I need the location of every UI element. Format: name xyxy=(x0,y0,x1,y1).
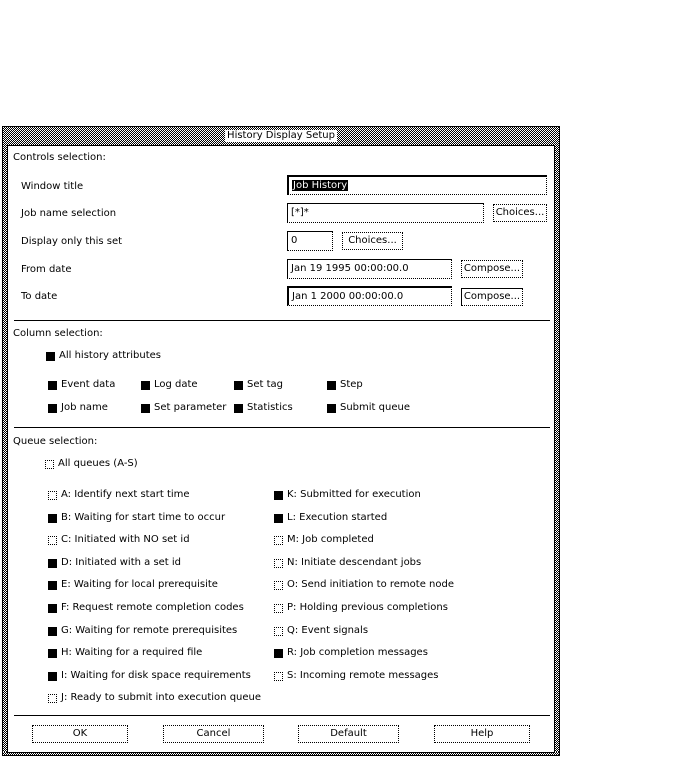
job-name-input[interactable]: [*]* xyxy=(287,203,484,223)
dialog-title: History Display Setup xyxy=(227,130,335,141)
queue-f-checkbox[interactable] xyxy=(48,602,244,614)
checkbox-label: All history attributes xyxy=(59,350,161,361)
checkbox-label: L: Execution started xyxy=(287,512,388,523)
checkbox-indicator xyxy=(45,460,54,469)
job-name-choices-button[interactable]: Choices... xyxy=(493,204,547,222)
from-date-compose-button[interactable]: Compose... xyxy=(461,260,523,278)
checkbox-indicator xyxy=(48,672,57,681)
queue-r-checkbox[interactable] xyxy=(274,647,428,659)
queue-i-checkbox[interactable] xyxy=(48,670,251,682)
display-set-label: Display only this set xyxy=(21,236,123,247)
checkbox-indicator xyxy=(46,352,55,361)
all-history-attributes-checkbox[interactable] xyxy=(46,350,161,362)
checkbox-indicator xyxy=(234,404,243,413)
checkbox-label: H: Waiting for a required file xyxy=(61,647,203,658)
checkbox-label: K: Submitted for execution xyxy=(287,489,421,500)
checkbox-label: B: Waiting for start time to occur xyxy=(61,512,226,523)
column-event-data-checkbox[interactable] xyxy=(48,379,115,391)
column-set-tag-checkbox[interactable] xyxy=(234,379,283,391)
checkbox-label: Set parameter xyxy=(154,402,227,413)
checkbox-label: Job name xyxy=(61,402,108,413)
default-button[interactable]: Default xyxy=(298,725,399,743)
checkbox-indicator xyxy=(234,381,243,390)
checkbox-indicator xyxy=(327,381,336,390)
checkbox-indicator xyxy=(48,581,57,590)
checkbox-indicator xyxy=(274,514,283,523)
column-submit-queue-checkbox[interactable] xyxy=(327,402,410,414)
window-title-label: Window title xyxy=(21,181,84,192)
frame-right xyxy=(555,145,559,755)
checkbox-label: D: Initiated with a set id xyxy=(61,557,182,568)
checkbox-label: J: Ready to submit into execution queue xyxy=(61,692,262,703)
dialog-body xyxy=(7,145,555,753)
checkbox-indicator xyxy=(48,536,57,545)
checkbox-indicator xyxy=(48,649,57,658)
checkbox-indicator xyxy=(48,694,57,703)
queue-l-checkbox[interactable] xyxy=(274,512,387,524)
checkbox-label: S: Incoming remote messages xyxy=(287,670,439,681)
checkbox-label: All queues (A-S) xyxy=(58,458,138,469)
queue-j-checkbox[interactable] xyxy=(48,692,261,704)
checkbox-label: Set tag xyxy=(247,379,283,390)
to-date-compose-button[interactable]: Compose... xyxy=(461,288,523,306)
checkbox-label: Statistics xyxy=(247,402,293,413)
checkbox-label: E: Waiting for local prerequisite xyxy=(61,579,218,590)
checkbox-label: Submit queue xyxy=(340,402,410,413)
column-job-name-checkbox[interactable] xyxy=(48,402,108,414)
queue-o-checkbox[interactable] xyxy=(274,579,454,591)
all-queues-checkbox[interactable] xyxy=(45,458,138,470)
queue-g-checkbox[interactable] xyxy=(48,625,237,637)
queue-e-checkbox[interactable] xyxy=(48,579,218,591)
queue-q-checkbox[interactable] xyxy=(274,625,368,637)
queue-p-checkbox[interactable] xyxy=(274,602,448,614)
queue-h-checkbox[interactable] xyxy=(48,647,202,659)
queue-m-checkbox[interactable] xyxy=(274,534,374,546)
checkbox-indicator xyxy=(141,404,150,413)
checkbox-indicator xyxy=(48,514,57,523)
ok-button[interactable]: OK xyxy=(32,725,128,743)
history-display-setup-dialog xyxy=(2,126,560,756)
window-title-input[interactable] xyxy=(287,175,547,195)
queue-n-checkbox[interactable] xyxy=(274,557,421,569)
checkbox-indicator xyxy=(48,559,57,568)
queue-c-checkbox[interactable] xyxy=(48,534,190,546)
column-set-parameter-checkbox[interactable] xyxy=(141,402,226,414)
queue-b-checkbox[interactable] xyxy=(48,512,225,524)
checkbox-label: O: Send initiation to remote node xyxy=(287,579,454,590)
from-date-label: From date xyxy=(21,264,72,275)
checkbox-label: F: Request remote completion codes xyxy=(61,602,244,613)
checkbox-indicator xyxy=(274,627,283,636)
column-statistics-checkbox[interactable] xyxy=(234,402,293,414)
checkbox-indicator xyxy=(327,404,336,413)
checkbox-indicator xyxy=(48,627,57,636)
column-log-date-checkbox[interactable] xyxy=(141,379,198,391)
checkbox-indicator xyxy=(48,491,57,500)
separator xyxy=(14,715,550,716)
checkbox-label: Q: Event signals xyxy=(287,625,369,636)
checkbox-indicator xyxy=(274,491,283,500)
separator xyxy=(14,427,550,428)
checkbox-indicator xyxy=(274,604,283,613)
queues-heading: Queue selection: xyxy=(13,436,98,447)
checkbox-indicator xyxy=(274,672,283,681)
separator xyxy=(14,320,550,321)
checkbox-label: M: Job completed xyxy=(287,534,374,545)
column-step-checkbox[interactable] xyxy=(327,379,363,391)
queue-a-checkbox[interactable] xyxy=(48,489,190,501)
help-button[interactable]: Help xyxy=(434,725,530,743)
checkbox-label: N: Initiate descendant jobs xyxy=(287,557,422,568)
checkbox-indicator xyxy=(141,381,150,390)
checkbox-label: Event data xyxy=(61,379,116,390)
job-name-label: Job name selection xyxy=(21,208,117,219)
checkbox-indicator xyxy=(274,649,283,658)
to-date-input[interactable]: Jan 1 2000 00:00:00.0 xyxy=(287,286,452,306)
checkbox-indicator xyxy=(48,404,57,413)
queue-k-checkbox[interactable] xyxy=(274,489,421,501)
checkbox-label: I: Waiting for disk space requirements xyxy=(61,670,251,681)
from-date-input[interactable]: Jan 19 1995 00:00:00.0 xyxy=(287,259,452,279)
queue-s-checkbox[interactable] xyxy=(274,670,439,682)
columns-heading: Column selection: xyxy=(13,328,103,339)
cancel-button[interactable]: Cancel xyxy=(163,725,264,743)
checkbox-indicator xyxy=(48,381,57,390)
to-date-label: To date xyxy=(21,291,58,302)
checkbox-label: Step xyxy=(340,379,363,390)
checkbox-indicator xyxy=(274,581,283,590)
checkbox-indicator xyxy=(274,536,283,545)
title-bar[interactable] xyxy=(3,127,559,146)
checkbox-label: R: Job completion messages xyxy=(287,647,428,658)
checkbox-label: A: Identify next start time xyxy=(61,489,190,500)
checkbox-label: P: Holding previous completions xyxy=(287,602,448,613)
controls-heading: Controls selection: xyxy=(13,152,106,163)
window-title-value: Job History xyxy=(293,180,348,191)
checkbox-label: G: Waiting for remote prerequisites xyxy=(61,625,238,636)
display-set-input[interactable]: 0 xyxy=(287,231,333,251)
checkbox-indicator xyxy=(274,559,283,568)
checkbox-indicator xyxy=(48,604,57,613)
display-set-choices-button[interactable]: Choices... xyxy=(342,232,403,250)
queue-d-checkbox[interactable] xyxy=(48,557,181,569)
checkbox-label: Log date xyxy=(154,379,198,390)
checkbox-label: C: Initiated with NO set id xyxy=(61,534,190,545)
